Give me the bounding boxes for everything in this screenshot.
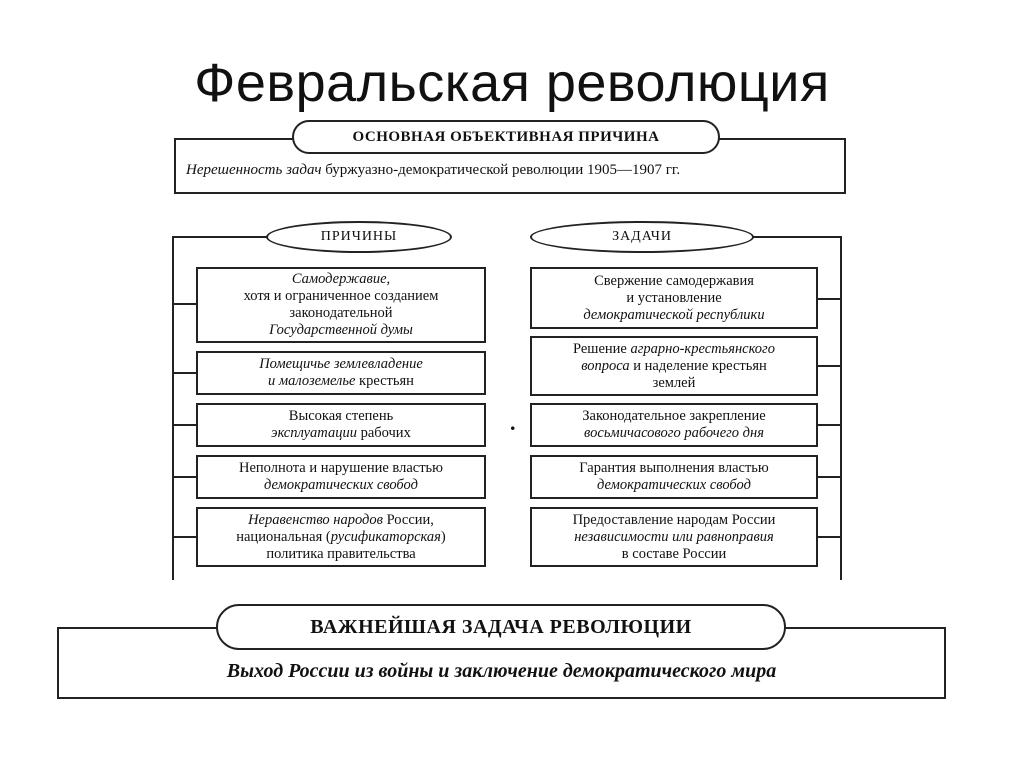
causes-connector-5 bbox=[172, 536, 196, 538]
cause-3-line-2 bbox=[271, 425, 411, 442]
causes-connector-3 bbox=[172, 424, 196, 426]
tasks-connector-3 bbox=[818, 424, 842, 426]
cause-3-line-2-rest: рабочих bbox=[360, 425, 411, 441]
cause-box-3 bbox=[196, 403, 486, 447]
cause-1-line-1: Самодержавие, bbox=[291, 271, 391, 287]
main-cause-text-rest: буржуазно-демократической революции 1905—1907 гг. bbox=[325, 162, 681, 178]
cause-5-line-2-italic: русификаторская bbox=[330, 528, 441, 545]
tasks-connector-top bbox=[752, 236, 842, 238]
causes-connector-vertical bbox=[172, 236, 174, 580]
causes-connector-top bbox=[172, 236, 268, 238]
cause-2-line-2-rest: крестьян bbox=[359, 373, 414, 389]
task-2-line-2 bbox=[581, 358, 767, 375]
task-2-line-1-italic: аграрно-крестьянского bbox=[630, 340, 775, 357]
task-5-line-1: Предоставление народам России bbox=[572, 511, 776, 528]
tasks-connector-4 bbox=[818, 476, 842, 478]
task-1-line-2: и установление bbox=[626, 289, 722, 306]
tasks-header bbox=[530, 221, 754, 253]
cause-5-line-1-rest: России, bbox=[386, 511, 434, 528]
key-task-header-text: ВАЖНЕЙШАЯ ЗАДАЧА РЕВОЛЮЦИИ bbox=[310, 615, 692, 638]
cause-box-1 bbox=[196, 267, 486, 343]
causes-connector-1 bbox=[172, 303, 196, 305]
cause-5-line-3: политика правительства bbox=[266, 545, 416, 562]
cause-1-line-4: Государственной думы bbox=[269, 322, 413, 338]
causes-header-text: ПРИЧИНЫ bbox=[320, 229, 398, 244]
cause-3-line-2-italic: эксплуатации bbox=[271, 425, 357, 441]
main-cause-header-text: ОСНОВНАЯ ОБЪЕКТИВНАЯ ПРИЧИНА bbox=[352, 128, 660, 145]
task-2-line-1-start: Решение bbox=[573, 340, 627, 357]
task-box-1 bbox=[530, 267, 818, 329]
cause-5-line-2-start: национальная ( bbox=[236, 528, 331, 545]
task-5-line-2: независимости или равноправия bbox=[574, 528, 774, 545]
task-box-5 bbox=[530, 507, 818, 567]
task-box-3 bbox=[530, 403, 818, 447]
cause-box-2 bbox=[196, 351, 486, 395]
tasks-connector-2 bbox=[818, 365, 842, 367]
tasks-connector-1 bbox=[818, 298, 842, 300]
task-3-line-1: Законодательное закрепление bbox=[582, 408, 766, 424]
cause-5-line-2 bbox=[236, 529, 446, 546]
task-box-4 bbox=[530, 455, 818, 499]
main-cause-header bbox=[292, 120, 720, 154]
key-task-text: Выход России из войны и заключение демократического мира bbox=[226, 660, 777, 682]
task-2-line-1 bbox=[573, 341, 775, 358]
task-2-line-2-italic: вопроса bbox=[581, 357, 630, 374]
cause-4-line-1: Неполнота и нарушение властью bbox=[239, 460, 443, 476]
tasks-connector-5 bbox=[818, 536, 842, 538]
cause-5-line-1 bbox=[248, 512, 434, 529]
main-cause-text-italic: Нерешенность задач bbox=[186, 162, 322, 178]
causes-header bbox=[266, 221, 452, 253]
task-2-line-2-rest: и наделение крестьян bbox=[633, 357, 767, 374]
tasks-connector-vertical bbox=[840, 236, 842, 580]
cause-2-line-2-italic: и малоземелье bbox=[268, 373, 356, 389]
cause-3-line-1: Высокая степень bbox=[288, 408, 394, 424]
key-task-header bbox=[216, 604, 786, 650]
stray-dot: . bbox=[510, 410, 516, 435]
cause-2-line-2 bbox=[268, 373, 414, 390]
cause-1-line-3: законодательной bbox=[289, 305, 393, 321]
cause-5-line-1-italic: Неравенство народов bbox=[248, 511, 383, 528]
causes-connector-4 bbox=[172, 476, 196, 478]
task-1-line-3: демократической республики bbox=[583, 306, 765, 323]
slide-title: Февральская революция bbox=[194, 53, 830, 113]
task-4-line-1: Гарантия выполнения властью bbox=[579, 460, 769, 476]
task-3-line-2: восьмичасового рабочего дня bbox=[584, 425, 764, 441]
causes-connector-2 bbox=[172, 372, 196, 374]
task-4-line-2: демократических свобод bbox=[597, 477, 751, 493]
cause-5-line-2-end: ) bbox=[440, 528, 446, 545]
cause-4-line-2: демократических свобод bbox=[264, 477, 418, 493]
cause-1-line-2: хотя и ограниченное созданием bbox=[243, 288, 439, 304]
cause-box-5 bbox=[196, 507, 486, 567]
cause-box-4 bbox=[196, 455, 486, 499]
task-1-line-1: Свержение самодержавия bbox=[594, 272, 754, 289]
task-2-line-3: землей bbox=[652, 374, 696, 391]
tasks-header-text: ЗАДАЧИ bbox=[612, 229, 672, 244]
task-5-line-3: в составе России bbox=[621, 545, 727, 562]
task-box-2 bbox=[530, 336, 818, 396]
cause-2-line-1: Помещичье землевладение bbox=[259, 356, 423, 372]
main-cause-text bbox=[186, 162, 680, 179]
